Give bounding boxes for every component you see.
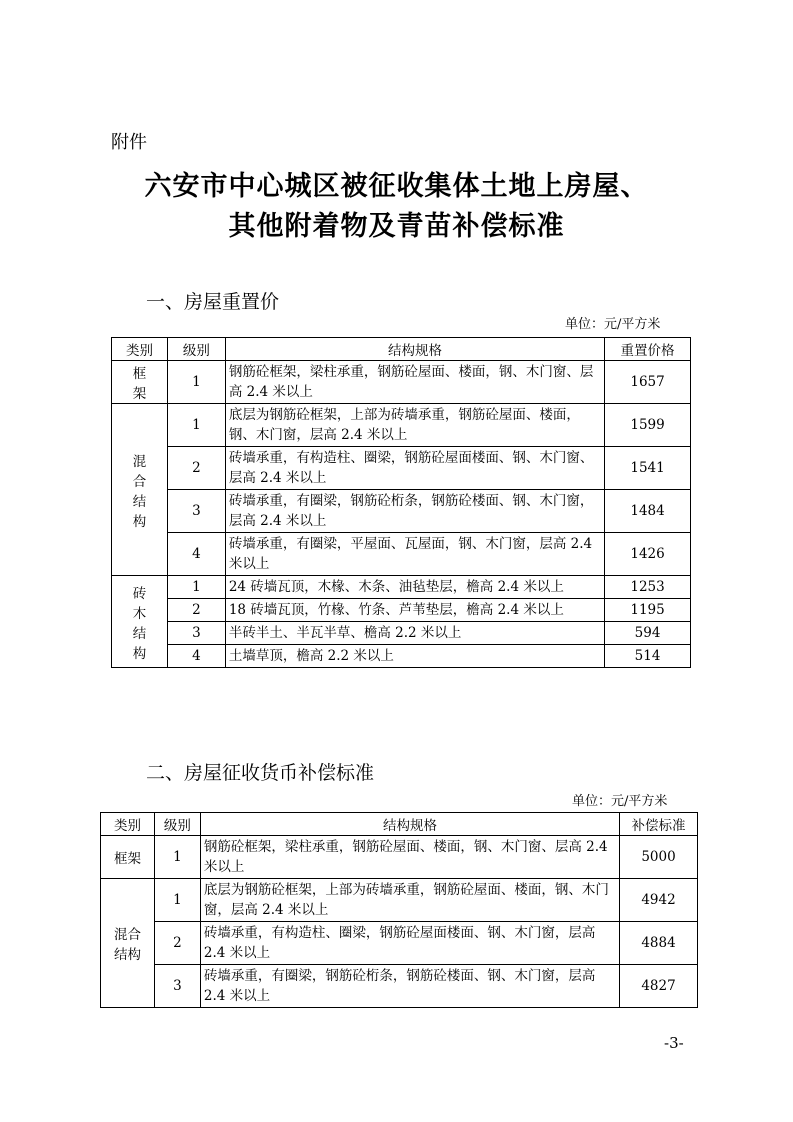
- column-header: 类别: [112, 338, 168, 361]
- spec-cell: 钢筋砼框架，梁柱承重，钢筋砼屋面、楼面，钢、木门窗、层高 2.4 米以上: [225, 361, 604, 404]
- price-cell: 1657: [605, 361, 691, 404]
- table-row: [112, 622, 691, 645]
- spec-cell: 底层为钢筋砼框架，上部为砖墙承重，钢筋砼屋面、楼面，钢、木门窗，层高 2.4 米以上: [225, 404, 604, 447]
- replacement-price-table: [111, 337, 691, 668]
- document-title-line1: 六安市中心城区被征收集体土地上房屋、: [144, 171, 649, 202]
- section1-heading: 一、房屋重置价: [146, 291, 280, 313]
- level-cell: 1: [167, 576, 225, 599]
- spec-cell: 24 砖墙瓦顶，木椽、木条、油毡垫层，檐高 2.4 米以上: [225, 576, 604, 599]
- spec-cell: 底层为钢筋砼框架，上部为砖墙承重，钢筋砼屋面、楼面，钢、木门窗，层高 2.4 米以上: [200, 879, 619, 922]
- column-header: 级别: [154, 813, 200, 836]
- price-cell: 1541: [605, 447, 691, 490]
- table-row: [112, 447, 691, 490]
- table-row: [112, 490, 691, 533]
- column-header: 结构规格: [200, 813, 619, 836]
- table-row: [101, 965, 698, 1008]
- price-cell: 1484: [605, 490, 691, 533]
- level-cell: 1: [154, 879, 200, 922]
- document-title-line2: 其他附着物及青苗补偿标准: [228, 211, 565, 242]
- price-cell: 1426: [605, 533, 691, 576]
- category-cell: 砖 木 结 构: [112, 576, 168, 668]
- spec-cell: 砖墙承重，有圈梁，平屋面、瓦屋面，钢、木门窗，层高 2.4 米以上: [225, 533, 604, 576]
- price-cell: 4942: [620, 879, 698, 922]
- table-row: [101, 879, 698, 922]
- category-cell: 框架: [101, 836, 155, 879]
- price-cell: 1599: [605, 404, 691, 447]
- spec-cell: 砖墙承重，有构造柱、圈梁，钢筋砼屋面楼面、钢、木门窗，层高 2.4 米以上: [200, 922, 619, 965]
- price-cell: 514: [605, 645, 691, 668]
- table-row: [112, 533, 691, 576]
- column-header: 重置价格: [605, 338, 691, 361]
- level-cell: 2: [167, 447, 225, 490]
- price-cell: 1195: [605, 599, 691, 622]
- price-cell: 1253: [605, 576, 691, 599]
- column-header: 补偿标准: [620, 813, 698, 836]
- price-cell: 5000: [620, 836, 698, 879]
- level-cell: 4: [167, 533, 225, 576]
- spec-cell: 钢筋砼框架，梁柱承重，钢筋砼屋面、楼面，钢、木门窗、层高 2.4 米以上: [200, 836, 619, 879]
- price-cell: 594: [605, 622, 691, 645]
- spec-cell: 砖墙承重，有圈梁，钢筋砼桁条，钢筋砼楼面、钢、木门窗，层高 2.4 米以上: [225, 490, 604, 533]
- level-cell: 3: [167, 490, 225, 533]
- level-cell: 1: [167, 361, 225, 404]
- section1-unit: 单位：元/平方米: [565, 317, 661, 332]
- column-header: 类别: [101, 813, 155, 836]
- level-cell: 3: [154, 965, 200, 1008]
- level-cell: 1: [154, 836, 200, 879]
- spec-cell: 18 砖墙瓦顶，竹椽、竹条、芦苇垫层，檐高 2.4 米以上: [225, 599, 604, 622]
- table-row: [101, 836, 698, 879]
- annex-label: 附件: [111, 132, 147, 153]
- column-header: 结构规格: [225, 338, 604, 361]
- table-row: [112, 361, 691, 404]
- category-cell: 混 合 结 构: [112, 404, 168, 576]
- category-cell: 混合 结构: [101, 879, 155, 1008]
- section2-unit: 单位：元/平方米: [572, 794, 668, 809]
- level-cell: 3: [167, 622, 225, 645]
- spec-cell: 砖墙承重，有构造柱、圈梁，钢筋砼屋面楼面、钢、木门窗、层高 2.4 米以上: [225, 447, 604, 490]
- spec-cell: 土墙草顶，檐高 2.2 米以上: [225, 645, 604, 668]
- compensation-standard-table: [100, 812, 698, 1008]
- table-row: [112, 599, 691, 622]
- level-cell: 2: [167, 599, 225, 622]
- table-row: [101, 922, 698, 965]
- level-cell: 1: [167, 404, 225, 447]
- table-row: [112, 576, 691, 599]
- price-cell: 4827: [620, 965, 698, 1008]
- table-header-row: [101, 813, 698, 836]
- page-number: -3-: [664, 1034, 684, 1052]
- spec-cell: 半砖半土、半瓦半草、檐高 2.2 米以上: [225, 622, 604, 645]
- spec-cell: 砖墙承重，有圈梁，钢筋砼桁条，钢筋砼楼面、钢、木门窗，层高 2.4 米以上: [200, 965, 619, 1008]
- price-cell: 4884: [620, 922, 698, 965]
- table-row: [112, 404, 691, 447]
- table-header-row: [112, 338, 691, 361]
- level-cell: 4: [167, 645, 225, 668]
- category-cell: 框 架: [112, 361, 168, 404]
- section2-heading: 二、房屋征收货币补偿标准: [146, 762, 375, 784]
- level-cell: 2: [154, 922, 200, 965]
- column-header: 级别: [167, 338, 225, 361]
- table-row: [112, 645, 691, 668]
